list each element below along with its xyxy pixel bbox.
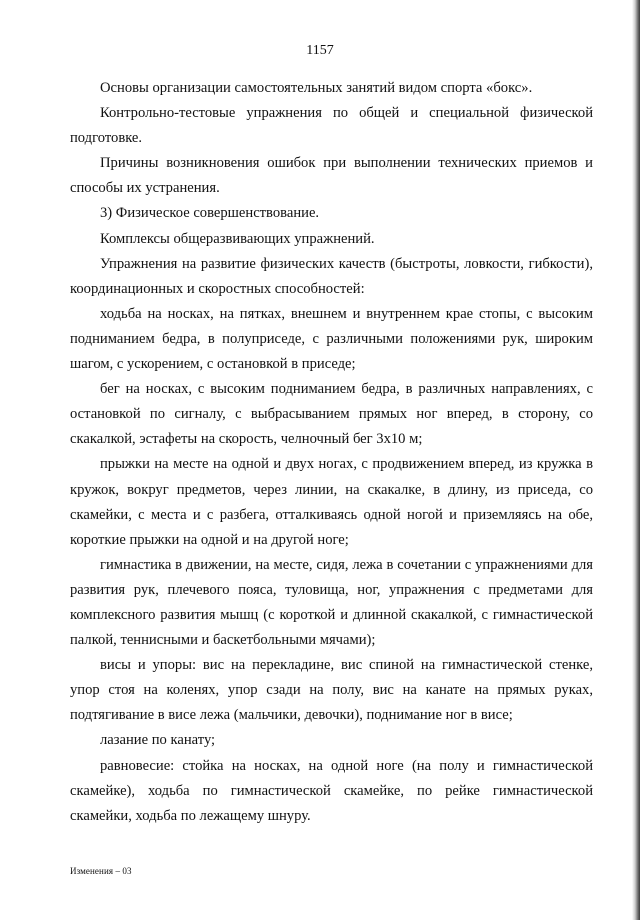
paragraph: Причины возникновения ошибок при выполнении технических приемов и способы их устранения.: [70, 155, 593, 197]
body-text: [70, 76, 593, 829]
page-number: 1157: [306, 43, 334, 58]
paragraph: лазание по канату;: [100, 732, 216, 749]
paragraph: Упражнения на развитие физических качеств (быстроты, ловкости, гибкости), координационных и скоростных способностей:: [70, 255, 593, 297]
paragraph: прыжки на месте на одной и двух ногах, с продвижением вперед, из кружка в кружок, вокруг предметов, через линии, на скакалке, в длину, из приседа, со скамейки, с места и с разбега, отталкиваясь одной ногой и приземляясь на обе, короткие прыжки на одной и на другой ноге;: [70, 456, 593, 548]
paragraph: ходьба на носках, на пятках, внешнем и внутреннем крае стопы, с высоким подниманием бедра, в полуприседе, с различными положениями рук, широким шагом, с ускорением, с остановкой в приседе;: [70, 305, 593, 373]
paragraph: равновесие: стойка на носках, на одной ноге (на полу и гимнастической скамейке), ходьба по гимнастической скамейке, по рейке гимнастической скамейки, ходьба по лежащему шнуру.: [70, 757, 593, 824]
paragraph: Контрольно-тестовые упражнения по общей и специальной физической подготовке.: [70, 105, 593, 147]
paragraph: гимнастика в движении, на месте, сидя, лежа в сочетании с упражнениями для развития рук, плечевого пояса, туловища, ног, упражнения с предметами для комплексного развития мышц (с короткой и длинной скакалкой, с гимнастической палкой, теннисными и баскетбольными мячами);: [70, 556, 593, 649]
paragraph: бег на носках, с высоким подниманием бедра, в различных направлениях, с остановкой по сигналу, с выбрасыванием прямых ног вперед, в сторону, со скакалкой, эстафеты на скорость, челночный бег 3х10 м;: [70, 381, 593, 448]
paragraph: Комплексы общеразвивающих упражнений.: [100, 230, 375, 247]
paragraph: 3) Физическое совершенствование.: [100, 205, 320, 222]
revision-footer: Изменения – 03: [70, 866, 132, 876]
paragraph: висы и упоры: вис на перекладине, вис спиной на гимнастической стенке, упор стоя на коленях, упор сзади на полу, вис на канате на прямых руках, подтягивание в висе лежа (мальчики, девочки), поднимание ног в висе;: [70, 657, 593, 724]
scan-edge-shadow: [632, 0, 640, 920]
paragraph: Основы организации самостоятельных занятий видом спорта «бокс».: [100, 80, 533, 96]
